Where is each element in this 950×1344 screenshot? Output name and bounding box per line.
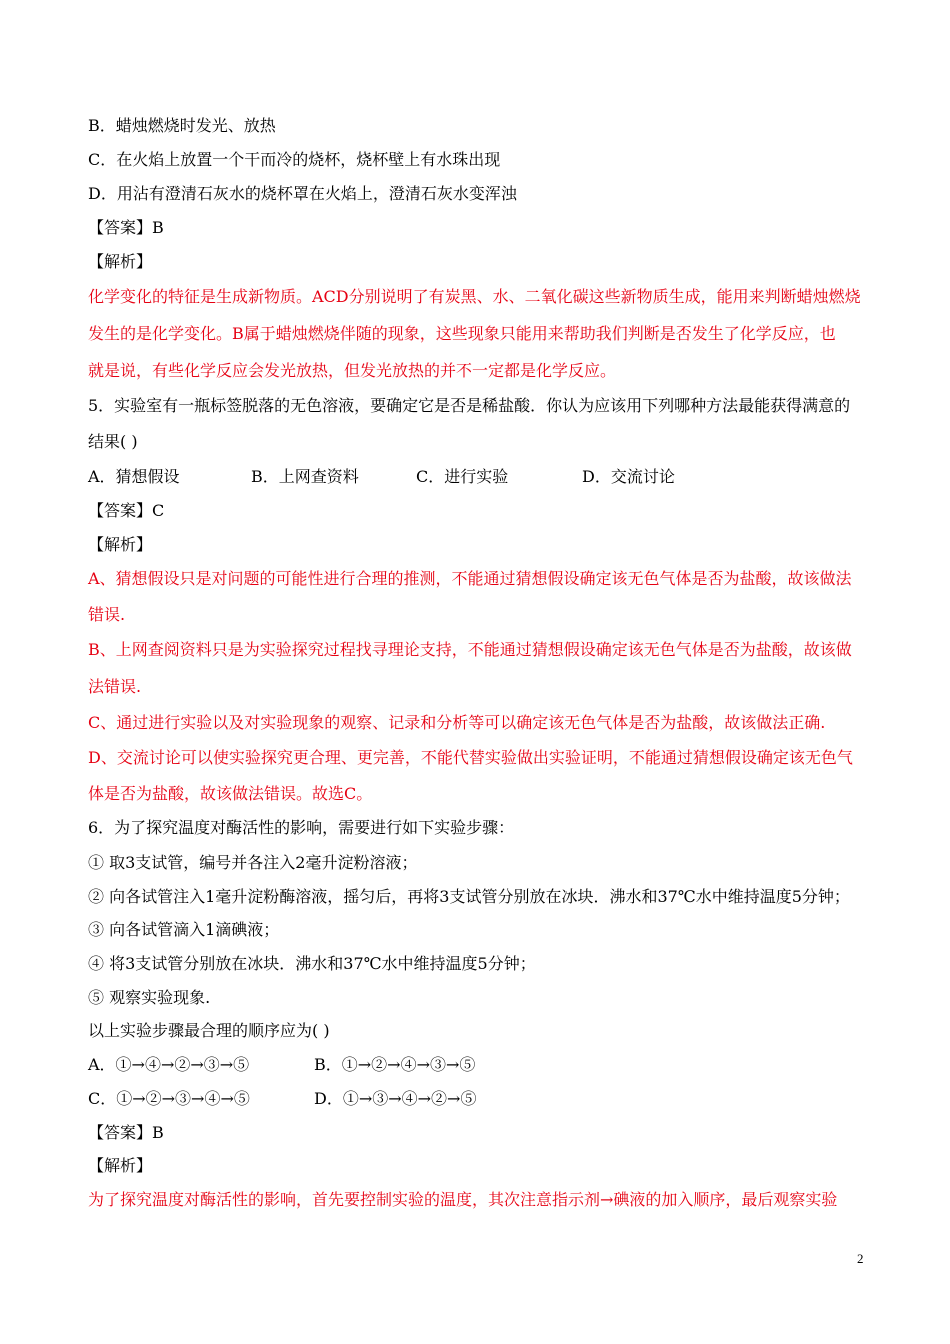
q4-analysis-label: 【解析】 <box>88 252 153 271</box>
q5-analysis-line: B、上网查阅资料只是为实验探究过程找寻理论支持，不能通过猜想假设确定该无色气体是否为盐酸，故该做 <box>88 640 852 659</box>
q6-step: ① 取3支试管，编号并各注入2毫升淀粉溶液； <box>88 853 418 872</box>
q5-stem-line: 结果( ) <box>88 432 138 451</box>
q4-option-b: B．蜡烛燃烧时发光、放热 <box>88 116 276 135</box>
q5-option-b: B．上网查资料 <box>251 467 359 486</box>
q5-analysis-line: C、通过进行实验以及对实验现象的观察、记录和分析等可以确定该无色气体是否为盐酸，故该做法正确. <box>88 713 826 732</box>
q4-option-d: D．用沾有澄清石灰水的烧杯罩在火焰上，澄清石灰水变浑浊 <box>88 184 517 203</box>
q5-analysis-line: 体是否为盐酸，故该做法错误。故选C。 <box>88 784 373 803</box>
q6-step: ④ 将3支试管分别放在冰块．沸水和37℃水中维持温度5分钟； <box>88 954 536 973</box>
q6-option-b: B．①→②→④→③→⑤ <box>314 1055 476 1074</box>
q6-step: ② 向各试管注入1毫升淀粉酶溶液，摇匀后，再将3支试管分别放在冰块．沸水和37℃水中维持温度5分钟； <box>88 887 850 906</box>
q6-stem: 6．为了探究温度对酶活性的影响，需要进行如下实验步骤： <box>88 818 515 837</box>
q6-option-a: A．①→④→②→③→⑤ <box>88 1055 250 1074</box>
q5-analysis-line: A、猜想假设只是对问题的可能性进行合理的推测，不能通过猜想假设确定该无色气体是否为盐酸，故该做法 <box>88 569 852 588</box>
q5-option-c: C．进行实验 <box>416 467 509 486</box>
q6-step: ⑤ 观察实验现象. <box>88 988 211 1007</box>
q6-analysis-line: 为了探究温度对酶活性的影响，首先要控制实验的温度，其次注意指示剂→碘液的加入顺序，最后观察实验 <box>88 1190 838 1209</box>
q6-question: 以上实验步骤最合理的顺序应为( ) <box>88 1021 330 1040</box>
page-number: 2 <box>857 1251 864 1266</box>
q5-analysis-label: 【解析】 <box>88 535 153 554</box>
q4-answer: 【答案】B <box>88 218 164 237</box>
q5-option-d: D．交流讨论 <box>582 467 675 486</box>
q6-step: ③ 向各试管滴入1滴碘液； <box>88 920 280 939</box>
q6-answer: 【答案】B <box>88 1123 164 1142</box>
q5-analysis-line: 法错误. <box>88 677 142 696</box>
q4-option-c: C．在火焰上放置一个干而冷的烧杯，烧杯壁上有水珠出现 <box>88 150 501 169</box>
q6-option-c: C．①→②→③→④→⑤ <box>88 1089 250 1108</box>
q4-analysis-line: 就是说，有些化学反应会发光放热，但发光放热的并不一定都是化学反应。 <box>88 361 617 380</box>
q5-analysis-line: 错误. <box>88 605 126 624</box>
q5-option-a: A．猜想假设 <box>88 467 180 486</box>
q5-answer: 【答案】C <box>88 501 165 520</box>
q6-option-d: D．①→③→④→②→⑤ <box>314 1089 477 1108</box>
q4-analysis-line: 发生的是化学变化。B属于蜡烛燃烧伴随的现象，这些现象只能用来帮助我们判断是否发生了化学反应，也 <box>88 324 836 343</box>
q6-analysis-label: 【解析】 <box>88 1156 153 1175</box>
q5-stem-line: 5．实验室有一瓶标签脱落的无色溶液，要确定它是否是稀盐酸．你认为应该用下列哪种方法最能获得满意的 <box>88 396 851 415</box>
q5-analysis-line: D、交流讨论可以使实验探究更合理、更完善，不能代替实验做出实验证明，不能通过猜想假设确定该无色气 <box>88 748 853 767</box>
q4-analysis-line: 化学变化的特征是生成新物质。ACD分别说明了有炭黑、水、二氧化碳这些新物质生成，能用来判断蜡烛燃烧 <box>88 287 861 306</box>
